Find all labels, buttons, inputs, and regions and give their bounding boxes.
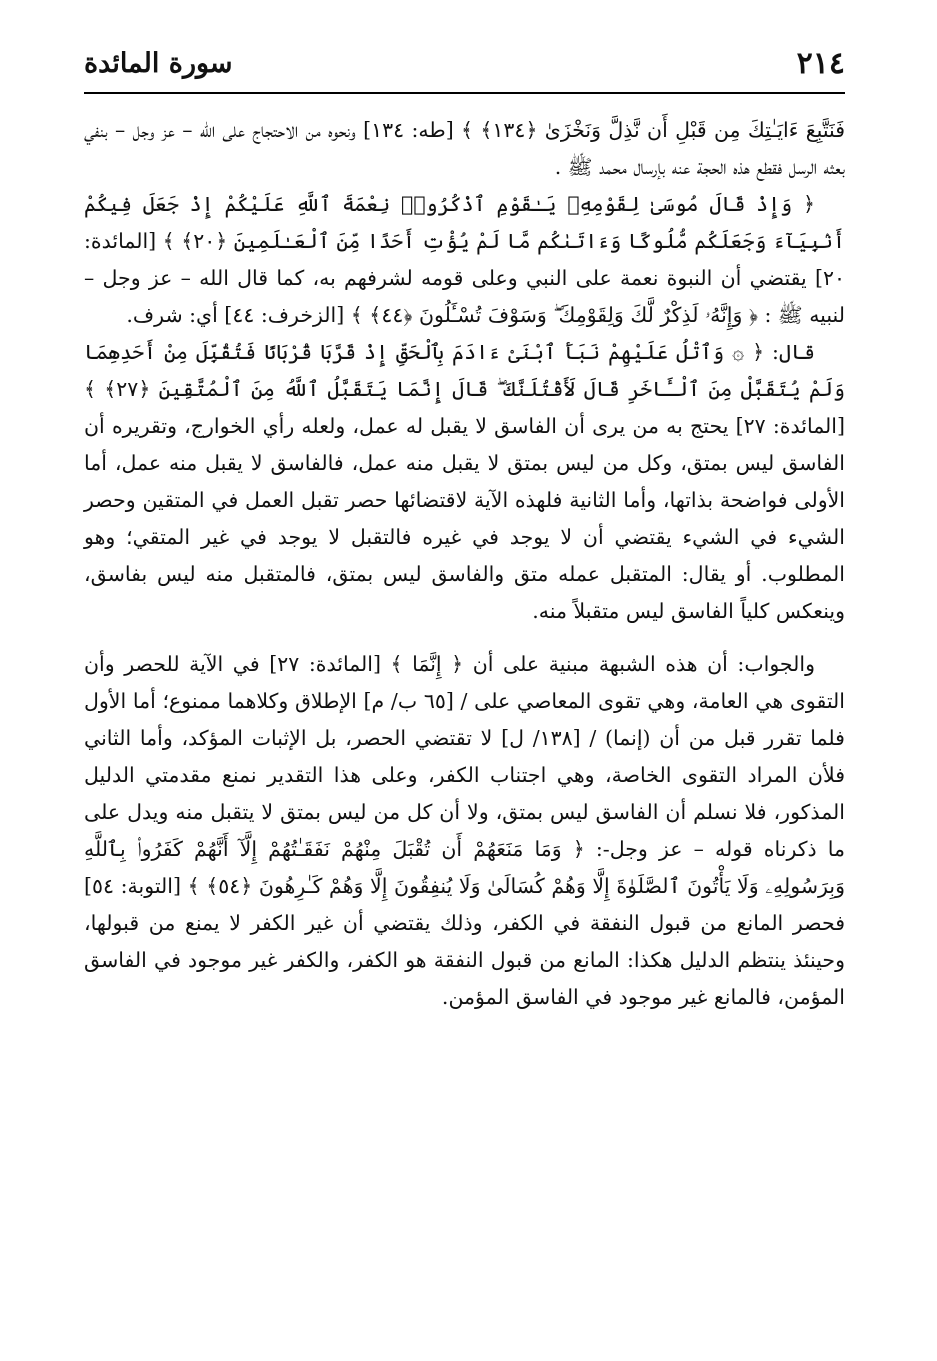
paragraph-3: قال: ﴿ ۞ وَٱتْلُ عَلَيْهِمْ نَبَأَ ٱبْنَىْ ءَادَمَ بِٱلْحَقِّ إِذْ قَرَّبَا قُرْبَانًا فَتُقُبِّلَ مِنْ أَحَدِهِمَا وَلَمْ يُتَقَبَّلْ مِنَ ٱلْـَٔاخَرِ قَالَ لَأَقْتُلَنَّكَ ۖ قَالَ إِنَّمَا يَتَقَبَّلُ ٱللَّهُ مِنَ ٱلْمُتَّقِينَ ﴿٢٧﴾ ﴾ [المائدة: ٢٧] يحتج به من يرى أن الفاسق لا يقبل له عمل، ولعله رأي الخوارج، وتقريره أن الفاسق ليس بمتق، وكل من ليس بمتق لا يقبل منه عمل، فالفاسق لا يقبل منه عمل، أما الأولى فواضحة بذاتها، وأما الثانية فلهذه الآية لاقتضائها حصر تقبل العمل في المتقين وحصر الشيء في الشيء يقتضي أن لا يوجد في غيره فالتقبل لا يوجد في غير المتقي؛ وهو المطلوب. أو يقال: المتقبل عمله متق والفاسق ليس بمتق، فالمتقبل منه ليس بفاسق، وينعكس كلياً الفاسق ليس متقبلاً منه.: [84, 340, 845, 623]
header-divider: [84, 92, 845, 94]
page-number: ٢١٤: [796, 46, 845, 81]
paragraph-1: فَنَتَّبِعَ ءَايَـٰتِكَ مِن قَبْلِ أَن نَّذِلَّ وَنَخْزَىٰ ﴿١٣٤﴾ ﴾ [طه: ١٣٤] ونحوه من الاحتجاج على الله – عز وجل – بنفي بعثه الرسل فقطع هذه الحجة عنه بإرسال محمد ﷺ .: [84, 118, 845, 179]
paragraph-4: والجواب: أن هذه الشبهة مبنية على أن ﴿ إِنَّمَا ﴾ [المائدة: ٢٧] في الآية للحصر وأن التقوى هي العامة، وهي تقوى المعاصي على / [٦٥ ب/ م] الإطلاق وكلاهما ممنوع؛ أما الأول فلما تقرر قبل من أن (إنما) / [١٣٨/ ل] لا تقتضي الحصر، بل الإثبات المؤكد، وأما الثاني فلأن المراد التقوى الخاصة، وهي اجتناب الكفر، وعلى هذا التقدير نمنع مقدمتي الدليل المذكور، فلا نسلم أن الفاسق ليس بمتق، ولا أن كل من ليس بمتق لا يتقبل منه ويدل على ما ذكرناه قوله – عز وجل-: ﴿ وَمَا مَنَعَهُمْ أَن تُقْبَلَ مِنْهُمْ نَفَقَـٰتُهُمْ إِلَّآ أَنَّهُمْ كَفَرُوا۟ بِٱللَّهِ وَبِرَسُولِهِۦ وَلَا يَأْتُونَ ٱلصَّلَوٰةَ إِلَّا وَهُمْ كُسَالَىٰ وَلَا يُنفِقُونَ إِلَّا وَهُمْ كَـٰرِهُونَ ﴿٥٤﴾ ﴾ [التوبة: ٥٤] فحصر المانع من قبول النفقة في الكفر، وذلك يقتضي أن غير الكفر لا يمنع من قبولها، وحينئذ ينتظم الدليل هكذا: المانع من قبول النفقة هو الكفر، والكفر غير موجود في الفاسق المؤمن، فالمانع غير موجود في الفاسق المؤمن.: [84, 652, 845, 1009]
page-body: [84, 112, 845, 1016]
surah-title: سورة المائدة: [84, 48, 233, 79]
page-header: [84, 44, 845, 94]
paragraph-2: ﴿ وَإِذْ قَالَ مُوسَىٰ لِقَوْمِهِۦ يَـٰقَوْمِ ٱذْكُرُوا۟ نِعْمَةَ ٱللَّهِ عَلَيْكُمْ إِذْ جَعَلَ فِيكُمْ أَنۢبِيَآءَ وَجَعَلَكُم مُّلُوكًا وَءَاتَىٰكُم مَّا لَمْ يُؤْتِ أَحَدًا مِّنَ ٱلْعَـٰلَمِينَ ﴿٢٠﴾ ﴾ [المائدة: ٢٠] يقتضي أن النبوة نعمة على النبي وعلى قومه لشرفهم به، كما قال الله – عز وجل – لنبيه ﷺ : ﴿ وَإِنَّهُۥ لَذِكْرٌ لَّكَ وَلِقَوْمِكَ ۖ وَسَوْفَ تُسْـَٔلُونَ ﴿٤٤﴾ ﴾ [الزخرف: ٤٤] أي: شرف.: [84, 192, 845, 327]
